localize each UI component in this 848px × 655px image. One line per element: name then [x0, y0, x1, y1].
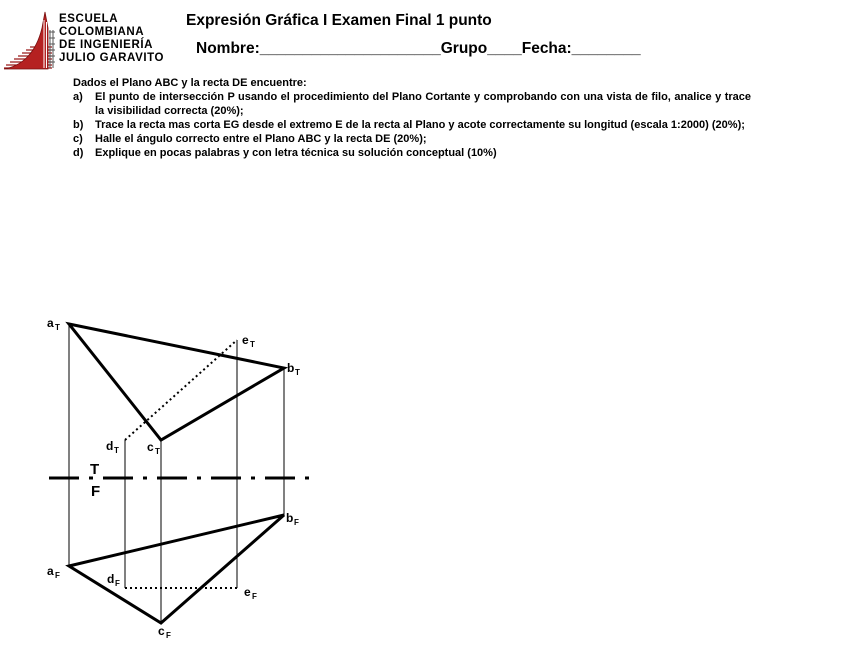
school-name-line: DE INGENIERÍA: [59, 39, 154, 51]
task-marker: a): [73, 91, 83, 103]
task-marker: c): [73, 133, 83, 145]
svg-text:F: F: [55, 571, 60, 580]
problem-intro: Dados el Plano ABC y la recta DE encuentre:: [73, 77, 307, 89]
point-label-cF: [158, 624, 171, 640]
point-label-aF: [47, 564, 60, 580]
fold-label-front: F: [91, 483, 101, 500]
point-label-aT: [47, 316, 60, 332]
svg-text:F: F: [115, 579, 120, 588]
svg-text:d: d: [106, 439, 114, 453]
school-name-line: JULIO GARAVITO: [59, 52, 165, 64]
svg-text:b: b: [286, 511, 294, 525]
svg-text:c: c: [158, 624, 165, 638]
school-name-line: ESCUELA: [59, 13, 119, 25]
fold-label-top: T: [90, 461, 100, 478]
svg-text:T: T: [155, 447, 160, 456]
plane-abc-front-view: [69, 515, 284, 623]
line-de-top-view: [125, 340, 237, 440]
point-label-bF: [286, 511, 299, 527]
svg-text:a: a: [47, 564, 54, 578]
school-name-line: COLOMBIANA: [59, 26, 145, 38]
task-text: El punto de intersección P usando el procedimiento del Plano Cortante y comprobando con una vista de filo, analice y trace la visibilidad correcta (20%);: [95, 91, 751, 117]
svg-text:T: T: [55, 323, 60, 332]
svg-text:F: F: [294, 518, 299, 527]
point-label-bT: [287, 361, 300, 377]
svg-text:T: T: [250, 340, 255, 349]
task-text: Trace la recta mas corta EG desde el extremo E de la recta al Plano y acote correctamente su longitud (escala 1:2000) (20%);: [95, 119, 745, 131]
task-marker: d): [73, 147, 84, 159]
point-label-dT: [106, 439, 119, 455]
task-text: Explique en pocas palabras y con letra técnica su solución conceptual (10%): [95, 147, 497, 159]
svg-text:b: b: [287, 361, 295, 375]
svg-text:c: c: [147, 440, 154, 454]
projection-lines: [69, 324, 284, 623]
svg-text:e: e: [242, 333, 249, 347]
svg-text:F: F: [252, 592, 257, 601]
svg-text:F: F: [166, 631, 171, 640]
svg-text:T: T: [114, 446, 119, 455]
svg-text:a: a: [47, 316, 54, 330]
point-label-eT: [242, 333, 255, 349]
svg-text:e: e: [244, 585, 251, 599]
point-label-dF: [107, 572, 120, 588]
task-marker: b): [73, 119, 84, 131]
svg-text:d: d: [107, 572, 115, 586]
point-label-eF: [244, 585, 257, 601]
svg-text:T: T: [295, 368, 300, 377]
task-text: Halle el ángulo correcto entre el Plano ABC y la recta DE (20%);: [95, 133, 427, 145]
exam-title: Expresión Gráfica I Examen Final 1 punto: [186, 12, 492, 29]
point-label-cT: [147, 440, 160, 456]
student-info-line: Nombre:_____________________Grupo____Fecha:________: [196, 40, 641, 57]
